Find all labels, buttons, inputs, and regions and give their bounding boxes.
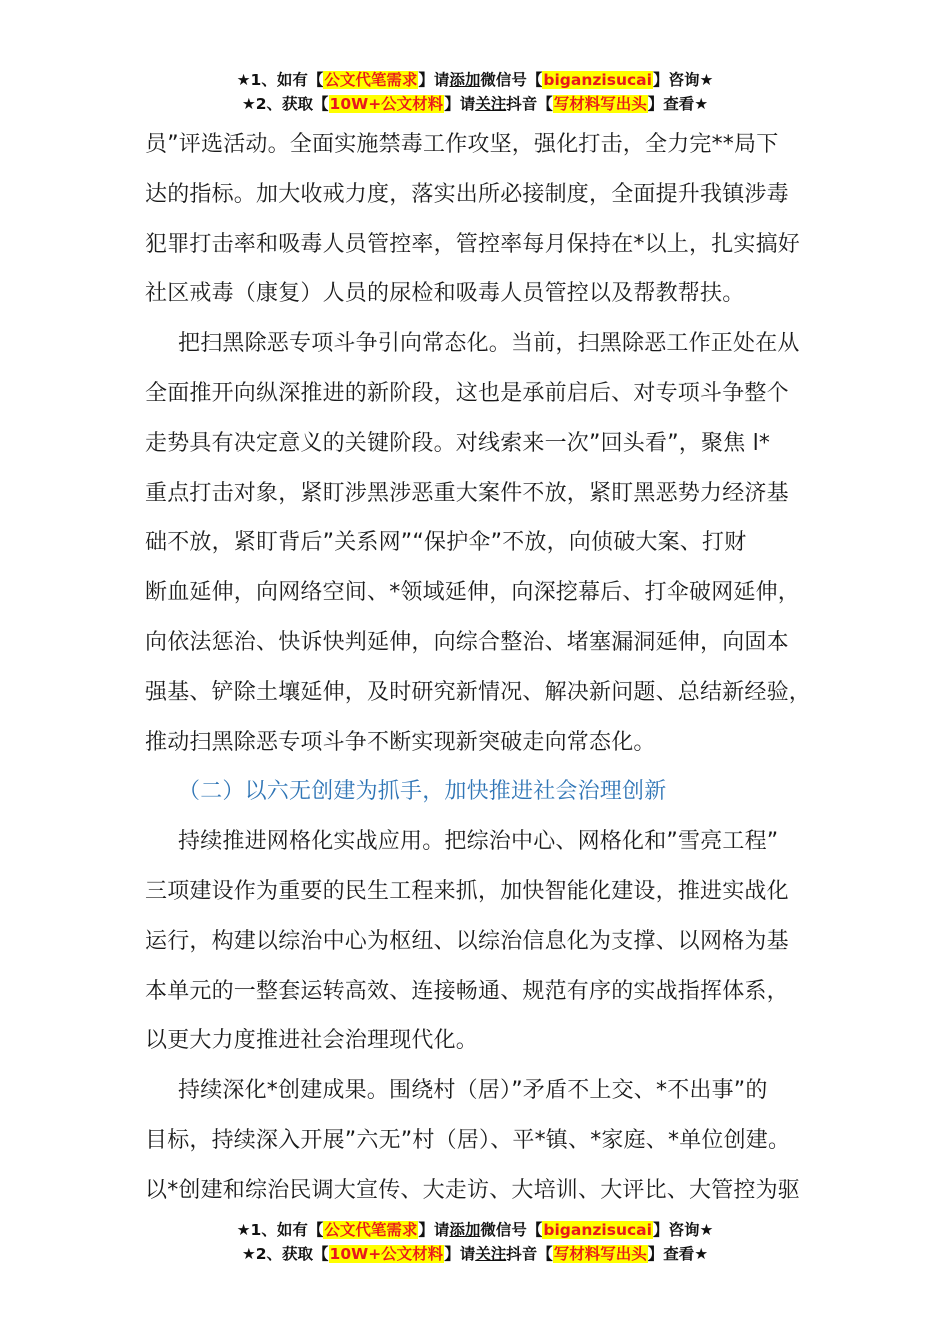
banner-line-2	[0, 1242, 950, 1266]
text-line: 推动扫黑除恶专项斗争不断实现新突破走向常态化。	[145, 729, 656, 755]
banner-underline: 关注	[475, 1245, 507, 1263]
banner-underline: 添加	[449, 1221, 481, 1239]
banner-text: ★1、如有【	[236, 1221, 324, 1239]
header-banner	[0, 68, 950, 116]
banner-text: 】查看★	[647, 1245, 709, 1263]
text-line: 员”评选活动。全面实施禁毒工作攻坚，强化打击，全力完**局下	[145, 132, 779, 157]
banner-highlight-douyin: 写材料写出头	[553, 95, 647, 113]
banner-text: 微信号【	[480, 1221, 543, 1239]
banner-text: 】请	[418, 1221, 450, 1239]
text-line: 以*创建和综治民调大宣传、大走访、大培训、大评比、大管控为驱	[145, 1177, 801, 1203]
text-line: 重点打击对象，紧盯涉黑涉恶重大案件不放，紧盯黑恶势力经济基	[145, 480, 789, 506]
banner-text: 微信号【	[480, 71, 543, 89]
banner-highlight: 10W+公文材料	[329, 1245, 444, 1263]
text-line: 强基、铲除土壤延伸，及时研究新情况、解决新问题、总结新经验，	[145, 679, 812, 705]
text-line: 运行，构建以综治中心为枢纽、以综治信息化为支撑、以网格为基	[145, 928, 789, 954]
banner-line-1	[0, 1218, 950, 1242]
banner-highlight: 公文代笔需求	[324, 71, 418, 89]
text-line: 三项建设作为重要的民生工程来抓，加快智能化建设，推进实战化	[145, 878, 789, 904]
text-line: 全面推开向纵深推进的新阶段，这也是承前启后、对专项斗争整个	[145, 380, 789, 406]
paragraph-start: 持续深化*创建成果。围绕村（居）”矛盾不上交、*不出事”的	[178, 1078, 768, 1104]
banner-text: 抖音【	[506, 95, 553, 113]
banner-underline: 关注	[475, 95, 507, 113]
banner-text: 】查看★	[647, 95, 709, 113]
banner-text: 抖音【	[506, 1245, 553, 1263]
paragraph-start: 把扫黑除恶专项斗争引向常态化。当前，扫黑除恶工作正处在从	[178, 331, 800, 357]
section-heading: （二）以六无创建为抓手，加快推进社会治理创新	[178, 779, 667, 805]
text-line: 达的指标。加大收戒力度，落实出所必接制度，全面提升我镇涉毒	[145, 181, 789, 207]
banner-highlight-douyin: 写材料写出头	[553, 1245, 647, 1263]
banner-text: ★2、获取【	[241, 1245, 329, 1263]
text-line: 断血延伸，向网络空间、*领域延伸，向深挖幕后、打伞破网延伸，	[145, 580, 801, 606]
banner-text: ★2、获取【	[241, 95, 329, 113]
text-line: 走势具有决定意义的关键阶段。对线索来一次”回头看”，聚焦 l*	[145, 430, 771, 456]
text-line: 础不放，紧盯背后”关系网”“保护伞”不放，向侦破大案、打财	[145, 530, 747, 556]
banner-text: 】请	[418, 71, 450, 89]
text-line: 社区戒毒（康复）人员的尿检和吸毒人员管控以及帮教帮扶。	[145, 281, 745, 307]
banner-text: 】请	[444, 95, 476, 113]
footer-banner	[0, 1218, 950, 1266]
text-line: 犯罪打击率和吸毒人员管控率，管控率每月保持在*以上，扎实搞好	[145, 231, 801, 257]
text-line: 本单元的一整套运转高效、连接畅通、规范有序的实战指挥体系，	[145, 978, 789, 1004]
banner-highlight-wechat-id: biganzisucai	[543, 1221, 652, 1239]
text-line: 目标，持续深入开展”六无”村（居）、平*镇、*家庭、*单位创建。	[145, 1127, 791, 1153]
banner-highlight: 10W+公文材料	[329, 95, 444, 113]
banner-text: 】咨询★	[652, 71, 714, 89]
banner-line-1	[0, 68, 950, 92]
banner-line-2	[0, 92, 950, 116]
banner-text: ★1、如有【	[236, 71, 324, 89]
banner-highlight-wechat-id: biganzisucai	[543, 71, 652, 89]
document-body	[145, 120, 815, 1216]
text-line: 向依法惩治、快诉快判延伸，向综合整治、堵塞漏洞延伸，向固本	[145, 629, 789, 655]
paragraph-start: 持续推进网格化实战应用。把综治中心、网格化和”雪亮工程”	[178, 829, 779, 855]
banner-highlight: 公文代笔需求	[324, 1221, 418, 1239]
banner-text: 】咨询★	[652, 1221, 714, 1239]
text-line: 以更大力度推进社会治理现代化。	[145, 1028, 479, 1054]
banner-text: 】请	[444, 1245, 476, 1263]
banner-underline: 添加	[449, 71, 481, 89]
